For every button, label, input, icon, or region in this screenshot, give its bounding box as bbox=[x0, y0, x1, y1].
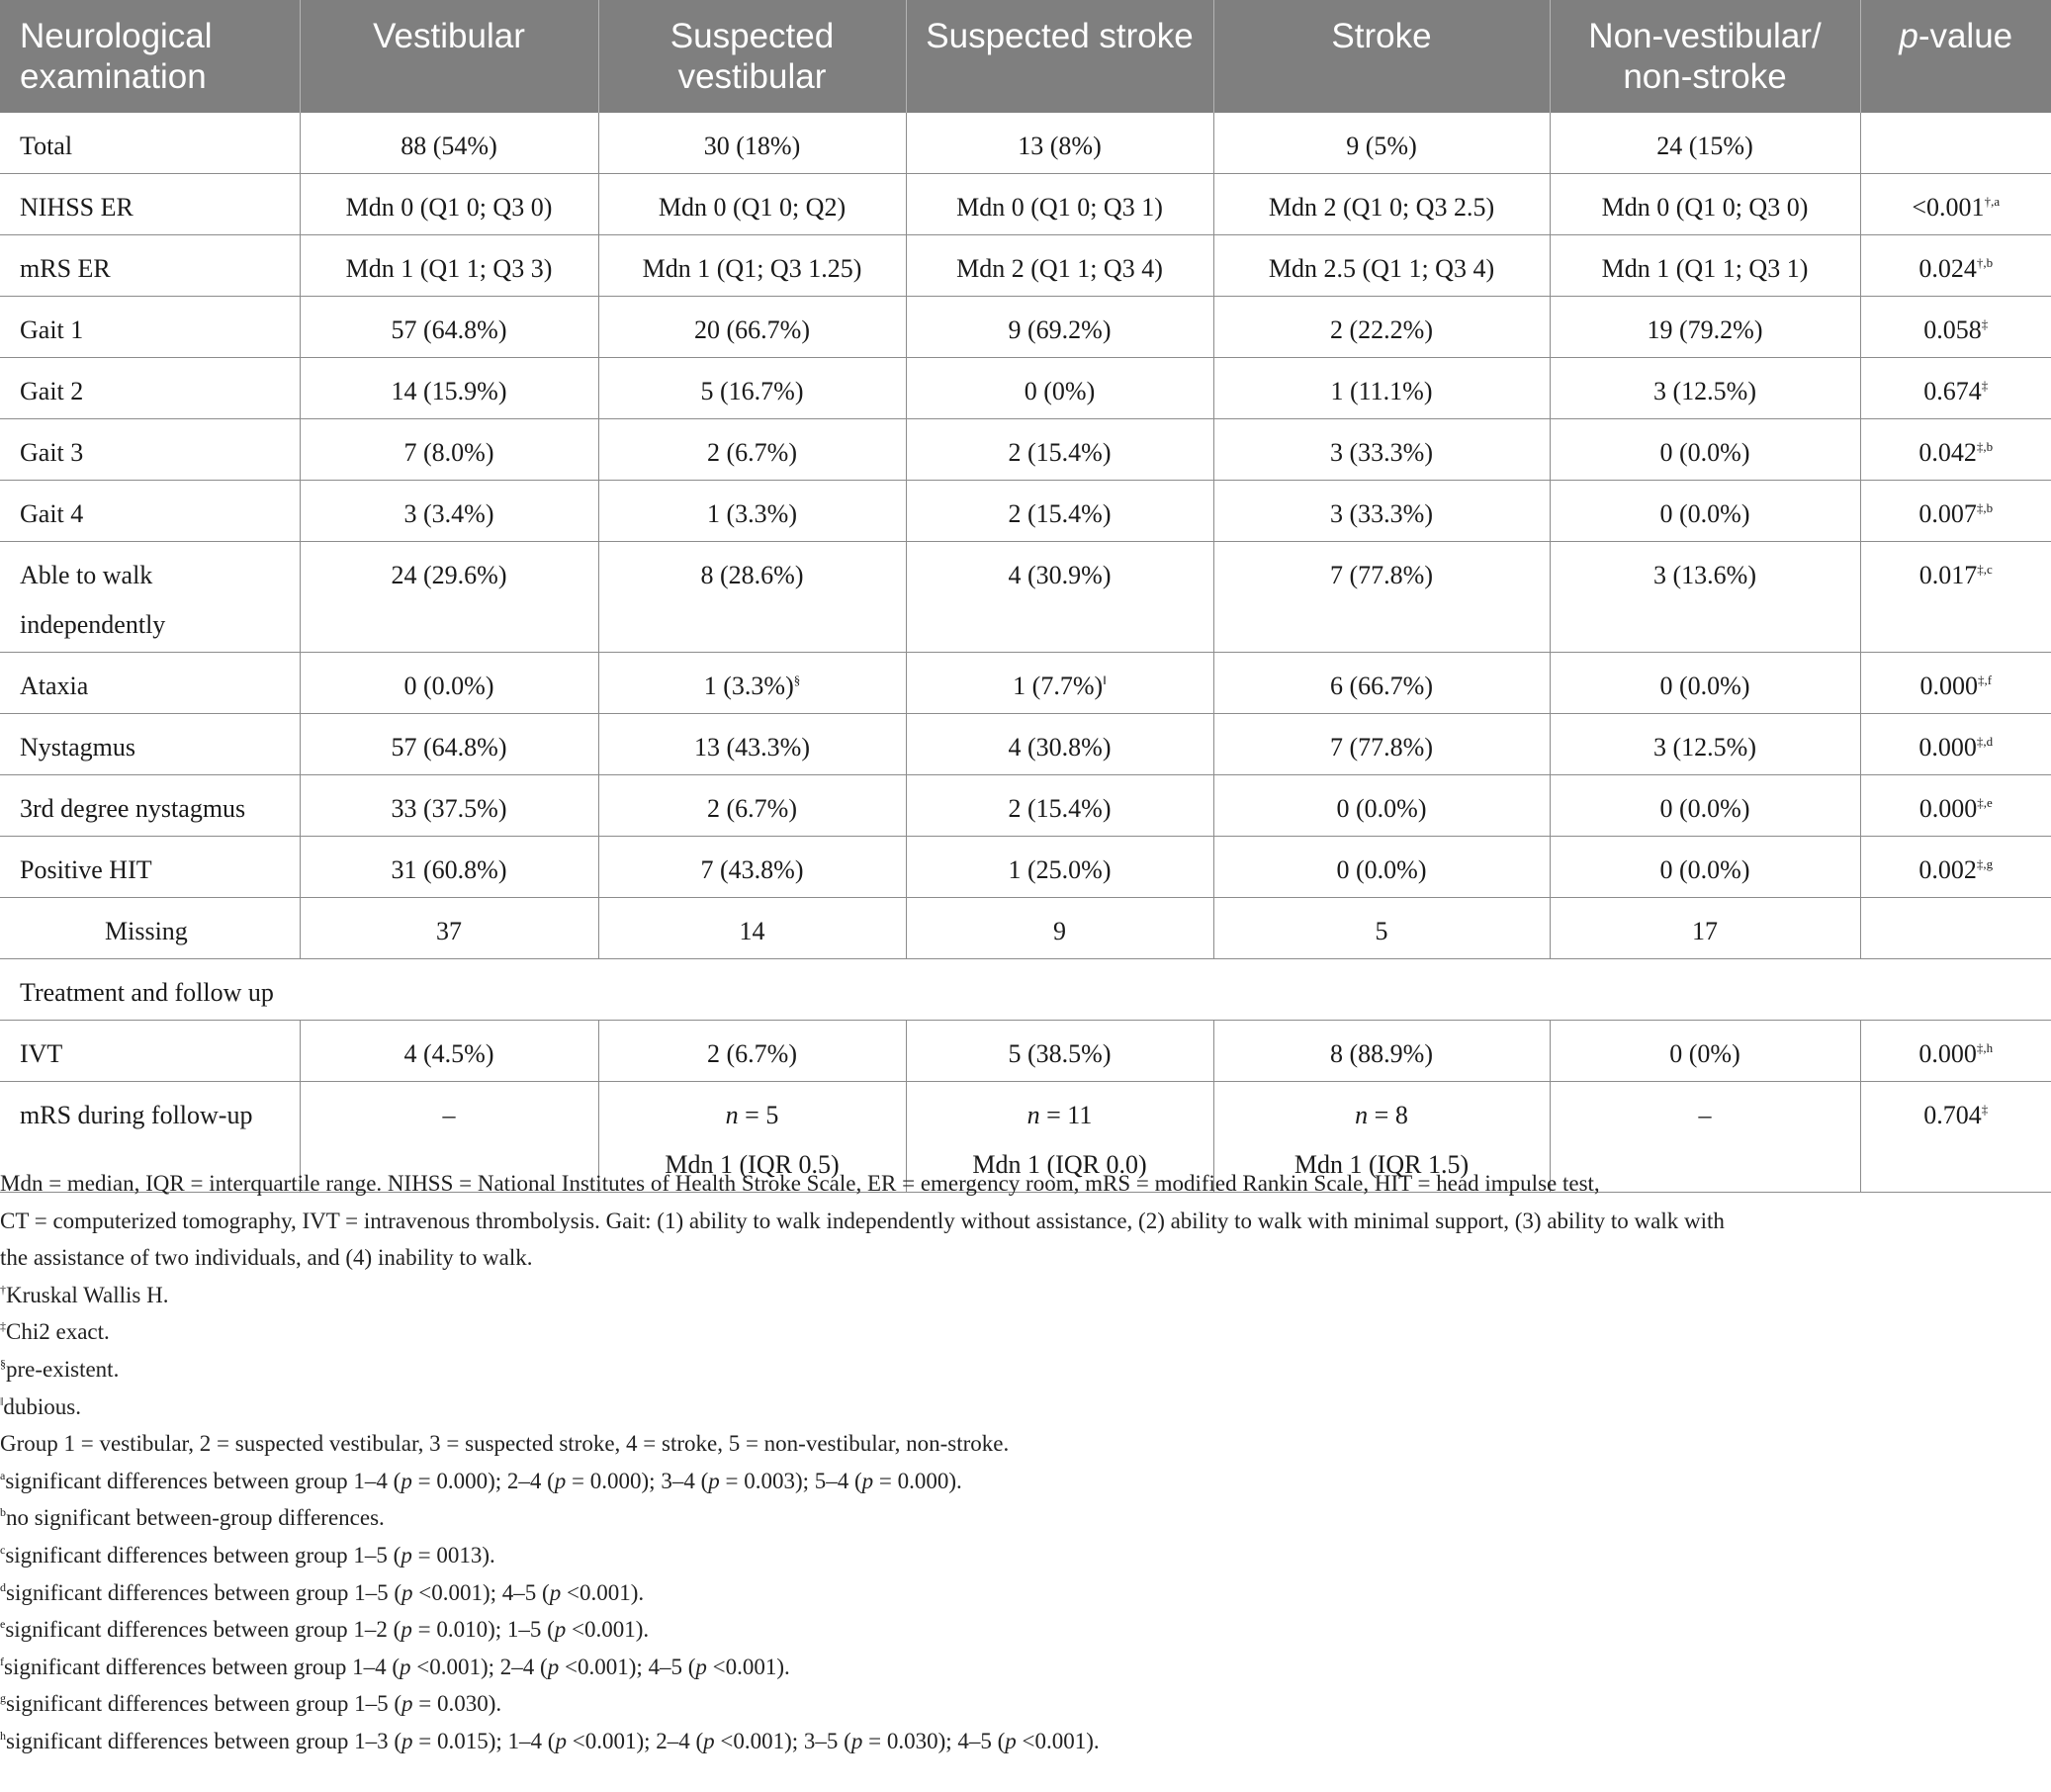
row-nystagmus bbox=[0, 714, 2051, 775]
cell: 3 (33.3%) bbox=[1213, 481, 1550, 542]
row-label: Nystagmus bbox=[0, 714, 300, 775]
footnote-abbreviations: Mdn = median, IQR = interquartile range. NIHSS = National Institutes of Health Stroke Scale, ER = emergency room, mRS = modified Rankin Scale, HIT = head impulse test, bbox=[0, 1171, 1600, 1196]
header-neurological-examination: Neurological examination bbox=[0, 0, 300, 113]
cell: 14 (15.9%) bbox=[300, 358, 598, 419]
cell: n = 11 Mdn 1 (IQR 0.0) bbox=[906, 1082, 1213, 1193]
cell: 2 (15.4%) bbox=[906, 419, 1213, 481]
row-positive-hit bbox=[0, 837, 2051, 898]
cell: 1 (7.7%)‖ bbox=[906, 653, 1213, 714]
row-label: Gait 1 bbox=[0, 297, 300, 358]
cell: Mdn 2.5 (Q1 1; Q3 4) bbox=[1213, 235, 1550, 297]
cell: 20 (66.7%) bbox=[598, 297, 906, 358]
cell: 33 (37.5%) bbox=[300, 775, 598, 837]
footnote-g: $^g$significant differences between group 1–5 (p = 0.030). bbox=[0, 1691, 502, 1717]
cell-p-value: 0.674‡ bbox=[1860, 358, 2051, 419]
row-label: mRS ER bbox=[0, 235, 300, 297]
cell: 19 (79.2%) bbox=[1550, 297, 1860, 358]
cell: 9 (69.2%) bbox=[906, 297, 1213, 358]
cell: 6 (66.7%) bbox=[1213, 653, 1550, 714]
cell: 24 (15%) bbox=[1550, 113, 1860, 174]
row-nihss-er bbox=[0, 174, 2051, 235]
footnote-parallel: ‖dubious. bbox=[0, 1393, 81, 1419]
footnote-mark: †,b bbox=[1976, 255, 1994, 270]
cell-p-value: 0.704‡ bbox=[1860, 1082, 2051, 1193]
cell: 5 (38.5%) bbox=[906, 1021, 1213, 1082]
row-label: Gait 4 bbox=[0, 481, 300, 542]
cell: 3 (33.3%) bbox=[1213, 419, 1550, 481]
cell: 3 (3.4%) bbox=[300, 481, 598, 542]
cell-p-value: $0.000^{\ddagger,f}$ bbox=[1860, 653, 2051, 714]
cell: Mdn 2 (Q1 1; Q3 4) bbox=[906, 235, 1213, 297]
cell: 31 (60.8%) bbox=[300, 837, 598, 898]
cell: 3 (13.6%) bbox=[1550, 542, 1860, 653]
cell: 9 bbox=[906, 898, 1213, 959]
cell: 0 (0.0%) bbox=[1550, 419, 1860, 481]
row-gait-3 bbox=[0, 419, 2051, 481]
cell-p-value bbox=[1860, 113, 2051, 174]
cell-p-value bbox=[1860, 898, 2051, 959]
cell-p-value: $0.000^{\ddagger,e}$ bbox=[1860, 775, 2051, 837]
row-label: Gait 3 bbox=[0, 419, 300, 481]
footnote-abbreviations: the assistance of two individuals, and (4) inability to walk. bbox=[0, 1245, 533, 1271]
footnote-mark: § bbox=[793, 672, 801, 687]
row-gait-4 bbox=[0, 481, 2051, 542]
cell: 1 (11.1%) bbox=[1213, 358, 1550, 419]
footnote-mark: ‡,f bbox=[1977, 672, 1993, 687]
cell: Mdn 0 (Q1 0; Q3 0) bbox=[1550, 174, 1860, 235]
header-row bbox=[0, 0, 2051, 113]
cell-p-value: $<0.001^{\dagger,a}$ bbox=[1860, 174, 2051, 235]
cell-p-value: $0.002^{\ddagger,g}$ bbox=[1860, 837, 2051, 898]
footnote-mark: ‖ bbox=[1103, 672, 1107, 687]
cell: 8 (88.9%) bbox=[1213, 1021, 1550, 1082]
cell: 7 (8.0%) bbox=[300, 419, 598, 481]
row-label: IVT bbox=[0, 1021, 300, 1082]
section-heading: Treatment and follow up bbox=[0, 959, 2051, 1021]
footnote-dagger: †Kruskal Wallis H. bbox=[0, 1282, 169, 1307]
cell: 0 (0.0%) bbox=[1550, 653, 1860, 714]
footnote-section: §pre-existent. bbox=[0, 1356, 120, 1382]
cell: 1 (25.0%) bbox=[906, 837, 1213, 898]
cell: 0 (0.0%) bbox=[300, 653, 598, 714]
cell: Mdn 1 (Q1 1; Q3 3) bbox=[300, 235, 598, 297]
row-label: Gait 2 bbox=[0, 358, 300, 419]
cell: 14 bbox=[598, 898, 906, 959]
cell: Mdn 2 (Q1 0; Q3 2.5) bbox=[1213, 174, 1550, 235]
cell: 30 (18%) bbox=[598, 113, 906, 174]
row-label: mRS during follow-up bbox=[0, 1082, 300, 1193]
row-ivt bbox=[0, 1021, 2051, 1082]
row-section-treatment bbox=[0, 959, 2051, 1021]
footnote-double-dagger: ‡Chi2 exact. bbox=[0, 1319, 110, 1345]
header-vestibular: Vestibular bbox=[300, 0, 598, 113]
cell-p-value: 0.058‡ bbox=[1860, 297, 2051, 358]
cell: 0 (0.0%) bbox=[1550, 481, 1860, 542]
cell: 2 (15.4%) bbox=[906, 775, 1213, 837]
footnote-mark: ‡,h bbox=[1976, 1040, 1994, 1055]
cell: 57 (64.8%) bbox=[300, 714, 598, 775]
cell: 7 (43.8%) bbox=[598, 837, 906, 898]
row-label: Total bbox=[0, 113, 300, 174]
row-label: 3rd degree nystagmus bbox=[0, 775, 300, 837]
header-suspected-stroke: Suspected stroke bbox=[906, 0, 1213, 113]
cell: 4 (30.9%) bbox=[906, 542, 1213, 653]
footnote-mark: ‡ bbox=[1981, 378, 1989, 393]
cell: 3 (12.5%) bbox=[1550, 358, 1860, 419]
cell-p-value: $0.042^{\ddagger,b}$ bbox=[1860, 419, 2051, 481]
row-label: Positive HIT bbox=[0, 837, 300, 898]
footnote-a: $^a$significant differences between group 1–4 (p = 0.000); 2–4 (p = 0.000); 3–4 (p = 0.003); 5–4 (p = 0.000). bbox=[0, 1468, 962, 1493]
cell: 17 bbox=[1550, 898, 1860, 959]
footnote-mark: ‡,b bbox=[1976, 439, 1994, 454]
cell: 2 (6.7%) bbox=[598, 775, 906, 837]
footnote-mark: ‡,c bbox=[1977, 562, 1993, 577]
row-label: Able to walk independently bbox=[0, 542, 300, 653]
cell: 2 (15.4%) bbox=[906, 481, 1213, 542]
footnote-mark: ‡,g bbox=[1976, 856, 1994, 871]
cell-p-value: $0.007^{\ddagger,b}$ bbox=[1860, 481, 2051, 542]
cell-p-value: $0.017^{\ddagger,c}$ bbox=[1860, 542, 2051, 653]
cell: n = 8 Mdn 1 (IQR 1.5) bbox=[1213, 1082, 1550, 1193]
cell: 13 (8%) bbox=[906, 113, 1213, 174]
cell: 0 (0%) bbox=[1550, 1021, 1860, 1082]
cell: 24 (29.6%) bbox=[300, 542, 598, 653]
footnote-abbreviations: CT = computerized tomography, IVT = intravenous thrombolysis. Gait: (1) ability to walk independently without assistance, (2) ability to walk with minimal support, (3) ability to walk with bbox=[0, 1208, 1725, 1233]
cell: 0 (0.0%) bbox=[1213, 775, 1550, 837]
cell: 3 (12.5%) bbox=[1550, 714, 1860, 775]
row-3rd-degree-nystagmus bbox=[0, 775, 2051, 837]
cell: 7 (77.8%) bbox=[1213, 714, 1550, 775]
row-ataxia bbox=[0, 653, 2051, 714]
cell: 1 (3.3%)§ bbox=[598, 653, 906, 714]
cell: 2 (6.7%) bbox=[598, 1021, 906, 1082]
cell: – bbox=[1550, 1082, 1860, 1193]
cell: 9 (5%) bbox=[1213, 113, 1550, 174]
cell: 1 (3.3%) bbox=[598, 481, 906, 542]
header-non-vestibular-non-stroke: Non-vestibular/ non-stroke bbox=[1550, 0, 1860, 113]
row-missing bbox=[0, 898, 2051, 959]
cell: 0 (0.0%) bbox=[1213, 837, 1550, 898]
footnote-h: $^h$significant differences between group 1–3 (p = 0.015); 1–4 (p <0.001); 2–4 (p <0.001); 3–5 (p = 0.030); 4–5 (p <0.001). bbox=[0, 1728, 1100, 1753]
cell: Mdn 0 (Q1 0; Q2) bbox=[598, 174, 906, 235]
cell: n = 5 Mdn 1 (IQR 0.5) bbox=[598, 1082, 906, 1193]
cell: Mdn 0 (Q1 0; Q3 0) bbox=[300, 174, 598, 235]
row-gait-1 bbox=[0, 297, 2051, 358]
cell: 4 (30.8%) bbox=[906, 714, 1213, 775]
header-stroke: Stroke bbox=[1213, 0, 1550, 113]
footnote-e: $^e$significant differences between group 1–2 (p = 0.010); 1–5 (p <0.001). bbox=[0, 1617, 650, 1643]
cell: 37 bbox=[300, 898, 598, 959]
cell: – bbox=[300, 1082, 598, 1193]
cell: 88 (54%) bbox=[300, 113, 598, 174]
cell: 7 (77.8%) bbox=[1213, 542, 1550, 653]
cell: 0 (0%) bbox=[906, 358, 1213, 419]
footnote-groups: Group 1 = vestibular, 2 = suspected vestibular, 3 = suspected stroke, 4 = stroke, 5 = non-vestibular, non-stroke. bbox=[0, 1431, 1010, 1457]
cell: 4 (4.5%) bbox=[300, 1021, 598, 1082]
footnote-mark: ‡ bbox=[1981, 316, 1989, 331]
footnote-mark: ‡,b bbox=[1976, 500, 1994, 515]
cell: Mdn 1 (Q1; Q3 1.25) bbox=[598, 235, 906, 297]
row-label: Ataxia bbox=[0, 653, 300, 714]
header-suspected-vestibular: Suspected vestibular bbox=[598, 0, 906, 113]
cell: 8 (28.6%) bbox=[598, 542, 906, 653]
row-label: NIHSS ER bbox=[0, 174, 300, 235]
cell-p-value: $0.000^{\ddagger,d}$ bbox=[1860, 714, 2051, 775]
cell-p-value: $0.024^{\dagger,b}$ bbox=[1860, 235, 2051, 297]
cell: 0 (0.0%) bbox=[1550, 837, 1860, 898]
cell: Mdn 0 (Q1 0; Q3 1) bbox=[906, 174, 1213, 235]
cell: 0 (0.0%) bbox=[1550, 775, 1860, 837]
table-footnotes bbox=[0, 1165, 2051, 1760]
footnote-mark: ‡,e bbox=[1977, 795, 1993, 810]
footnote-f: $^f$significant differences between group 1–4 (p <0.001); 2–4 (p <0.001); 4–5 (p <0.001). bbox=[0, 1654, 790, 1679]
cell: 13 (43.3%) bbox=[598, 714, 906, 775]
cell: 2 (22.2%) bbox=[1213, 297, 1550, 358]
cell: Mdn 1 (Q1 1; Q3 1) bbox=[1550, 235, 1860, 297]
row-gait-2 bbox=[0, 358, 2051, 419]
cell: 5 bbox=[1213, 898, 1550, 959]
footnote-d: $^d$significant differences between group 1–5 (p <0.001); 4–5 (p <0.001). bbox=[0, 1579, 645, 1605]
footnote-b: $^b$no significant between-group differences. bbox=[0, 1505, 385, 1531]
cell: 2 (6.7%) bbox=[598, 419, 906, 481]
cell: 5 (16.7%) bbox=[598, 358, 906, 419]
header-p-value: p-value bbox=[1860, 0, 2051, 113]
footnote-c: $^c$significant differences between group 1–5 (p = 0013). bbox=[0, 1542, 495, 1568]
row-label: Missing bbox=[0, 898, 300, 959]
footnote-mark: ‡,d bbox=[1976, 734, 1994, 749]
footnote-mark: †,a bbox=[1984, 194, 2001, 209]
cell: 57 (64.8%) bbox=[300, 297, 598, 358]
footnote-mark: ‡ bbox=[1981, 1102, 1989, 1117]
row-total bbox=[0, 113, 2051, 174]
cell-p-value: $0.000^{\ddagger,h}$ bbox=[1860, 1021, 2051, 1082]
row-mrs-er bbox=[0, 235, 2051, 297]
row-able-to-walk-independently bbox=[0, 542, 2051, 653]
